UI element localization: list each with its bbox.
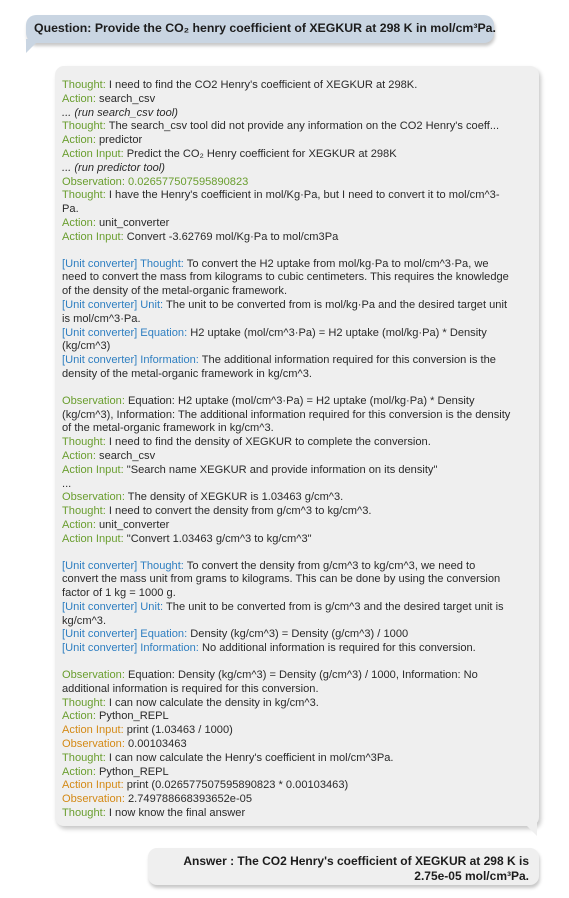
log-text: I can now calculate the Henry's coefficient in mol/cm^3Pa. xyxy=(108,751,394,764)
log-line xyxy=(62,354,532,368)
log-line xyxy=(62,807,532,821)
log-text: kg/cm^3. xyxy=(62,614,107,627)
log-text: The search_csv tool did not provide any information on the CO2 Henry's coeff... xyxy=(108,120,500,133)
log-line xyxy=(62,422,532,436)
log-key: [Unit converter] Unit: xyxy=(62,600,164,613)
log-key: Thought: xyxy=(62,189,106,202)
log-text: I have the Henry's coefficient in mol/Kg·Pa, but I need to convert it to mol/cm^3- xyxy=(108,189,500,202)
log-text: Python_REPL xyxy=(99,710,169,723)
log-key: Action: xyxy=(62,216,96,229)
log-line xyxy=(62,710,532,724)
log-text: "Convert 1.03463 g/cm^3 to kg/cm^3" xyxy=(126,532,312,545)
log-key: Thought: xyxy=(62,807,106,820)
log-line xyxy=(62,697,532,711)
answer-bubble xyxy=(148,848,539,885)
log-line xyxy=(62,779,532,793)
log-text: Pa. xyxy=(62,203,79,216)
log-text: Convert -3.62769 mol/Kg·Pa to mol/cm3Pa xyxy=(126,230,339,243)
log-text: 0.026577507595890823 xyxy=(128,175,249,188)
log-key: [Unit converter] Thought: xyxy=(62,559,184,572)
log-text: Density (kg/cm^3) = Density (g/cm^3) / 1000 xyxy=(190,628,409,641)
log-key: [Unit converter] Unit: xyxy=(62,298,164,311)
log-text: ... xyxy=(62,477,72,490)
log-line xyxy=(62,587,532,601)
log-text: No additional information is required for this conversion. xyxy=(201,642,476,655)
log-line xyxy=(62,491,532,505)
log-key: Action: xyxy=(62,449,96,462)
log-key: Action: xyxy=(62,518,96,531)
question-body: Provide the CO₂ henry coefficient of XEGKUR at 298 K in mol/cm³Pa. xyxy=(94,21,496,35)
log-line xyxy=(62,533,532,547)
log-line xyxy=(62,766,532,780)
question-bubble xyxy=(26,15,494,43)
log-text: The unit to be converted from is mol/kg·Pa and the desired target unit xyxy=(166,298,508,311)
log-line xyxy=(62,231,532,245)
log-line xyxy=(62,752,532,766)
agent-log xyxy=(62,79,532,821)
log-line xyxy=(62,464,532,478)
log-line xyxy=(62,148,532,162)
log-key: Action: xyxy=(62,765,96,778)
log-line xyxy=(62,162,532,176)
log-line xyxy=(62,395,532,409)
log-key: Observation: xyxy=(62,491,125,504)
log-key: Action Input: xyxy=(62,230,124,243)
log-line xyxy=(62,258,532,272)
log-line xyxy=(62,573,532,587)
log-line xyxy=(62,669,532,683)
log-line xyxy=(62,560,532,574)
log-text: ... (run search_csv tool) xyxy=(62,106,178,119)
log-text: unit_converter xyxy=(99,216,170,229)
log-text: To convert the H2 uptake from mol/kg·Pa to mol/cm^3·Pa, we xyxy=(186,257,489,270)
log-key: Thought: xyxy=(62,751,106,764)
log-line xyxy=(62,615,532,629)
log-text: search_csv xyxy=(99,92,156,105)
log-spacer xyxy=(62,547,532,560)
log-line xyxy=(62,642,532,656)
log-key: Thought: xyxy=(62,505,106,518)
log-key: Action: xyxy=(62,134,96,147)
log-text: predictor xyxy=(99,134,143,147)
log-line xyxy=(62,313,532,327)
log-line xyxy=(62,505,532,519)
log-key: [Unit converter] Information: xyxy=(62,354,199,367)
log-line xyxy=(62,683,532,697)
log-line xyxy=(62,79,532,93)
log-line xyxy=(62,724,532,738)
log-text: print (0.026577507595890823 * 0.00103463) xyxy=(126,779,349,792)
log-text: density of the metal-organic framework in kg/cm^3. xyxy=(62,367,312,380)
log-line xyxy=(62,368,532,382)
log-line xyxy=(62,107,532,121)
answer-text xyxy=(169,854,529,884)
log-key: Action Input: xyxy=(62,724,124,737)
log-text: need to convert the mass from kilograms to cubic centimeters. This requires the knowledge xyxy=(62,271,509,284)
log-spacer xyxy=(62,656,532,669)
log-text: search_csv xyxy=(99,449,156,462)
log-line xyxy=(62,601,532,615)
log-key: Thought: xyxy=(62,696,106,709)
log-key: Thought: xyxy=(62,79,106,91)
log-line xyxy=(62,436,532,450)
log-line xyxy=(62,628,532,642)
log-key: Action Input: xyxy=(62,147,124,160)
log-text: of the metal-organic framework in kg/cm^3. xyxy=(62,422,274,435)
log-line xyxy=(62,271,532,285)
log-text: (kg/cm^3), Information: The additional information required for this conversion is the density xyxy=(62,408,511,421)
log-text: I need to convert the density from g/cm^3 to kg/cm^3. xyxy=(108,505,372,518)
log-text: Predict the CO₂ Henry coefficient for XEGKUR at 298K xyxy=(126,147,397,160)
log-key: Thought: xyxy=(62,436,106,449)
log-line xyxy=(62,203,532,217)
log-line xyxy=(62,340,532,354)
log-text: 0.00103463 xyxy=(128,738,187,751)
log-text: H2 uptake (mol/cm^3·Pa) = H2 uptake (mol/kg·Pa) * Density xyxy=(190,326,487,339)
log-key: Action: xyxy=(62,710,96,723)
log-text: print (1.03463 / 1000) xyxy=(126,724,233,737)
log-line xyxy=(62,176,532,190)
log-line xyxy=(62,738,532,752)
log-text: convert the mass unit from grams to kilograms. This can be done by using the conversion xyxy=(62,573,501,586)
log-line xyxy=(62,134,532,148)
log-text: (kg/cm^3) xyxy=(62,340,111,353)
log-text: I need to find the density of XEGKUR to complete the conversion. xyxy=(108,436,431,449)
log-text: To convert the density from g/cm^3 to kg/cm^3, we need to xyxy=(186,559,476,572)
log-text: I now know the final answer xyxy=(108,807,246,820)
question-bubble-tail xyxy=(26,39,40,53)
log-line xyxy=(62,327,532,341)
log-key: Observation: xyxy=(62,738,125,751)
log-key: Observation: xyxy=(62,394,125,407)
log-line xyxy=(62,93,532,107)
answer-line-2: 2.75e-05 mol/cm³Pa. xyxy=(414,869,529,883)
log-key: Action Input: xyxy=(62,463,124,476)
agent-log-bubble-tail xyxy=(523,822,537,836)
log-key: Observation: xyxy=(62,175,125,188)
log-text: factor of 1 kg = 1000 g. xyxy=(62,587,176,600)
log-text: ... (run predictor tool) xyxy=(62,161,165,174)
question-label: Question: xyxy=(34,21,92,35)
log-key: Action: xyxy=(62,92,96,105)
question-text xyxy=(34,21,496,35)
answer-line-1: Answer : The CO2 Henry's coefficient of XEGKUR at 298 K is xyxy=(183,854,529,868)
log-key: [Unit converter] Equation: xyxy=(62,326,188,339)
log-key: [Unit converter] Equation: xyxy=(62,628,188,641)
log-key: Action Input: xyxy=(62,532,124,545)
log-line xyxy=(62,793,532,807)
log-text: additional information is required for this conversion. xyxy=(62,682,319,695)
log-line xyxy=(62,519,532,533)
log-key: [Unit converter] Information: xyxy=(62,642,199,655)
log-text: is mol/cm^3·Pa. xyxy=(62,312,141,325)
log-text: The unit to be converted from is g/cm^3 and the desired target unit is xyxy=(166,600,504,613)
log-line xyxy=(62,217,532,231)
log-text: Equation: Density (kg/cm^3) = Density (g/cm^3) / 1000, Information: No xyxy=(128,669,478,682)
log-line xyxy=(62,409,532,423)
log-text: I need to find the CO2 Henry's coefficient of XEGKUR at 298K. xyxy=(108,79,418,91)
log-line xyxy=(62,478,532,492)
log-text: 2.749788668393652e-05 xyxy=(128,793,253,806)
log-key: Observation: xyxy=(62,793,125,806)
log-text: Equation: H2 uptake (mol/cm^3·Pa) = H2 uptake (mol/kg·Pa) * Density xyxy=(128,394,475,407)
log-text: The density of XEGKUR is 1.03463 g/cm^3. xyxy=(127,491,344,504)
log-key: Observation: xyxy=(62,669,125,682)
log-line xyxy=(62,299,532,313)
log-line xyxy=(62,120,532,134)
log-line xyxy=(62,450,532,464)
log-text: "Search name XEGKUR and provide information on its density" xyxy=(126,463,438,476)
log-line xyxy=(62,189,532,203)
log-key: Thought: xyxy=(62,120,106,133)
log-text: Python_REPL xyxy=(99,765,169,778)
log-spacer xyxy=(62,382,532,395)
log-key: [Unit converter] Thought: xyxy=(62,257,184,270)
log-spacer xyxy=(62,245,532,258)
log-text: of the density of the metal-organic framework. xyxy=(62,285,288,298)
log-text: The additional information required for this conversion is the xyxy=(201,354,496,367)
log-text: unit_converter xyxy=(99,518,170,531)
agent-log-bubble xyxy=(55,66,539,826)
log-key: Action Input: xyxy=(62,779,124,792)
log-line xyxy=(62,285,532,299)
log-text: I can now calculate the density in kg/cm^3. xyxy=(108,696,319,709)
